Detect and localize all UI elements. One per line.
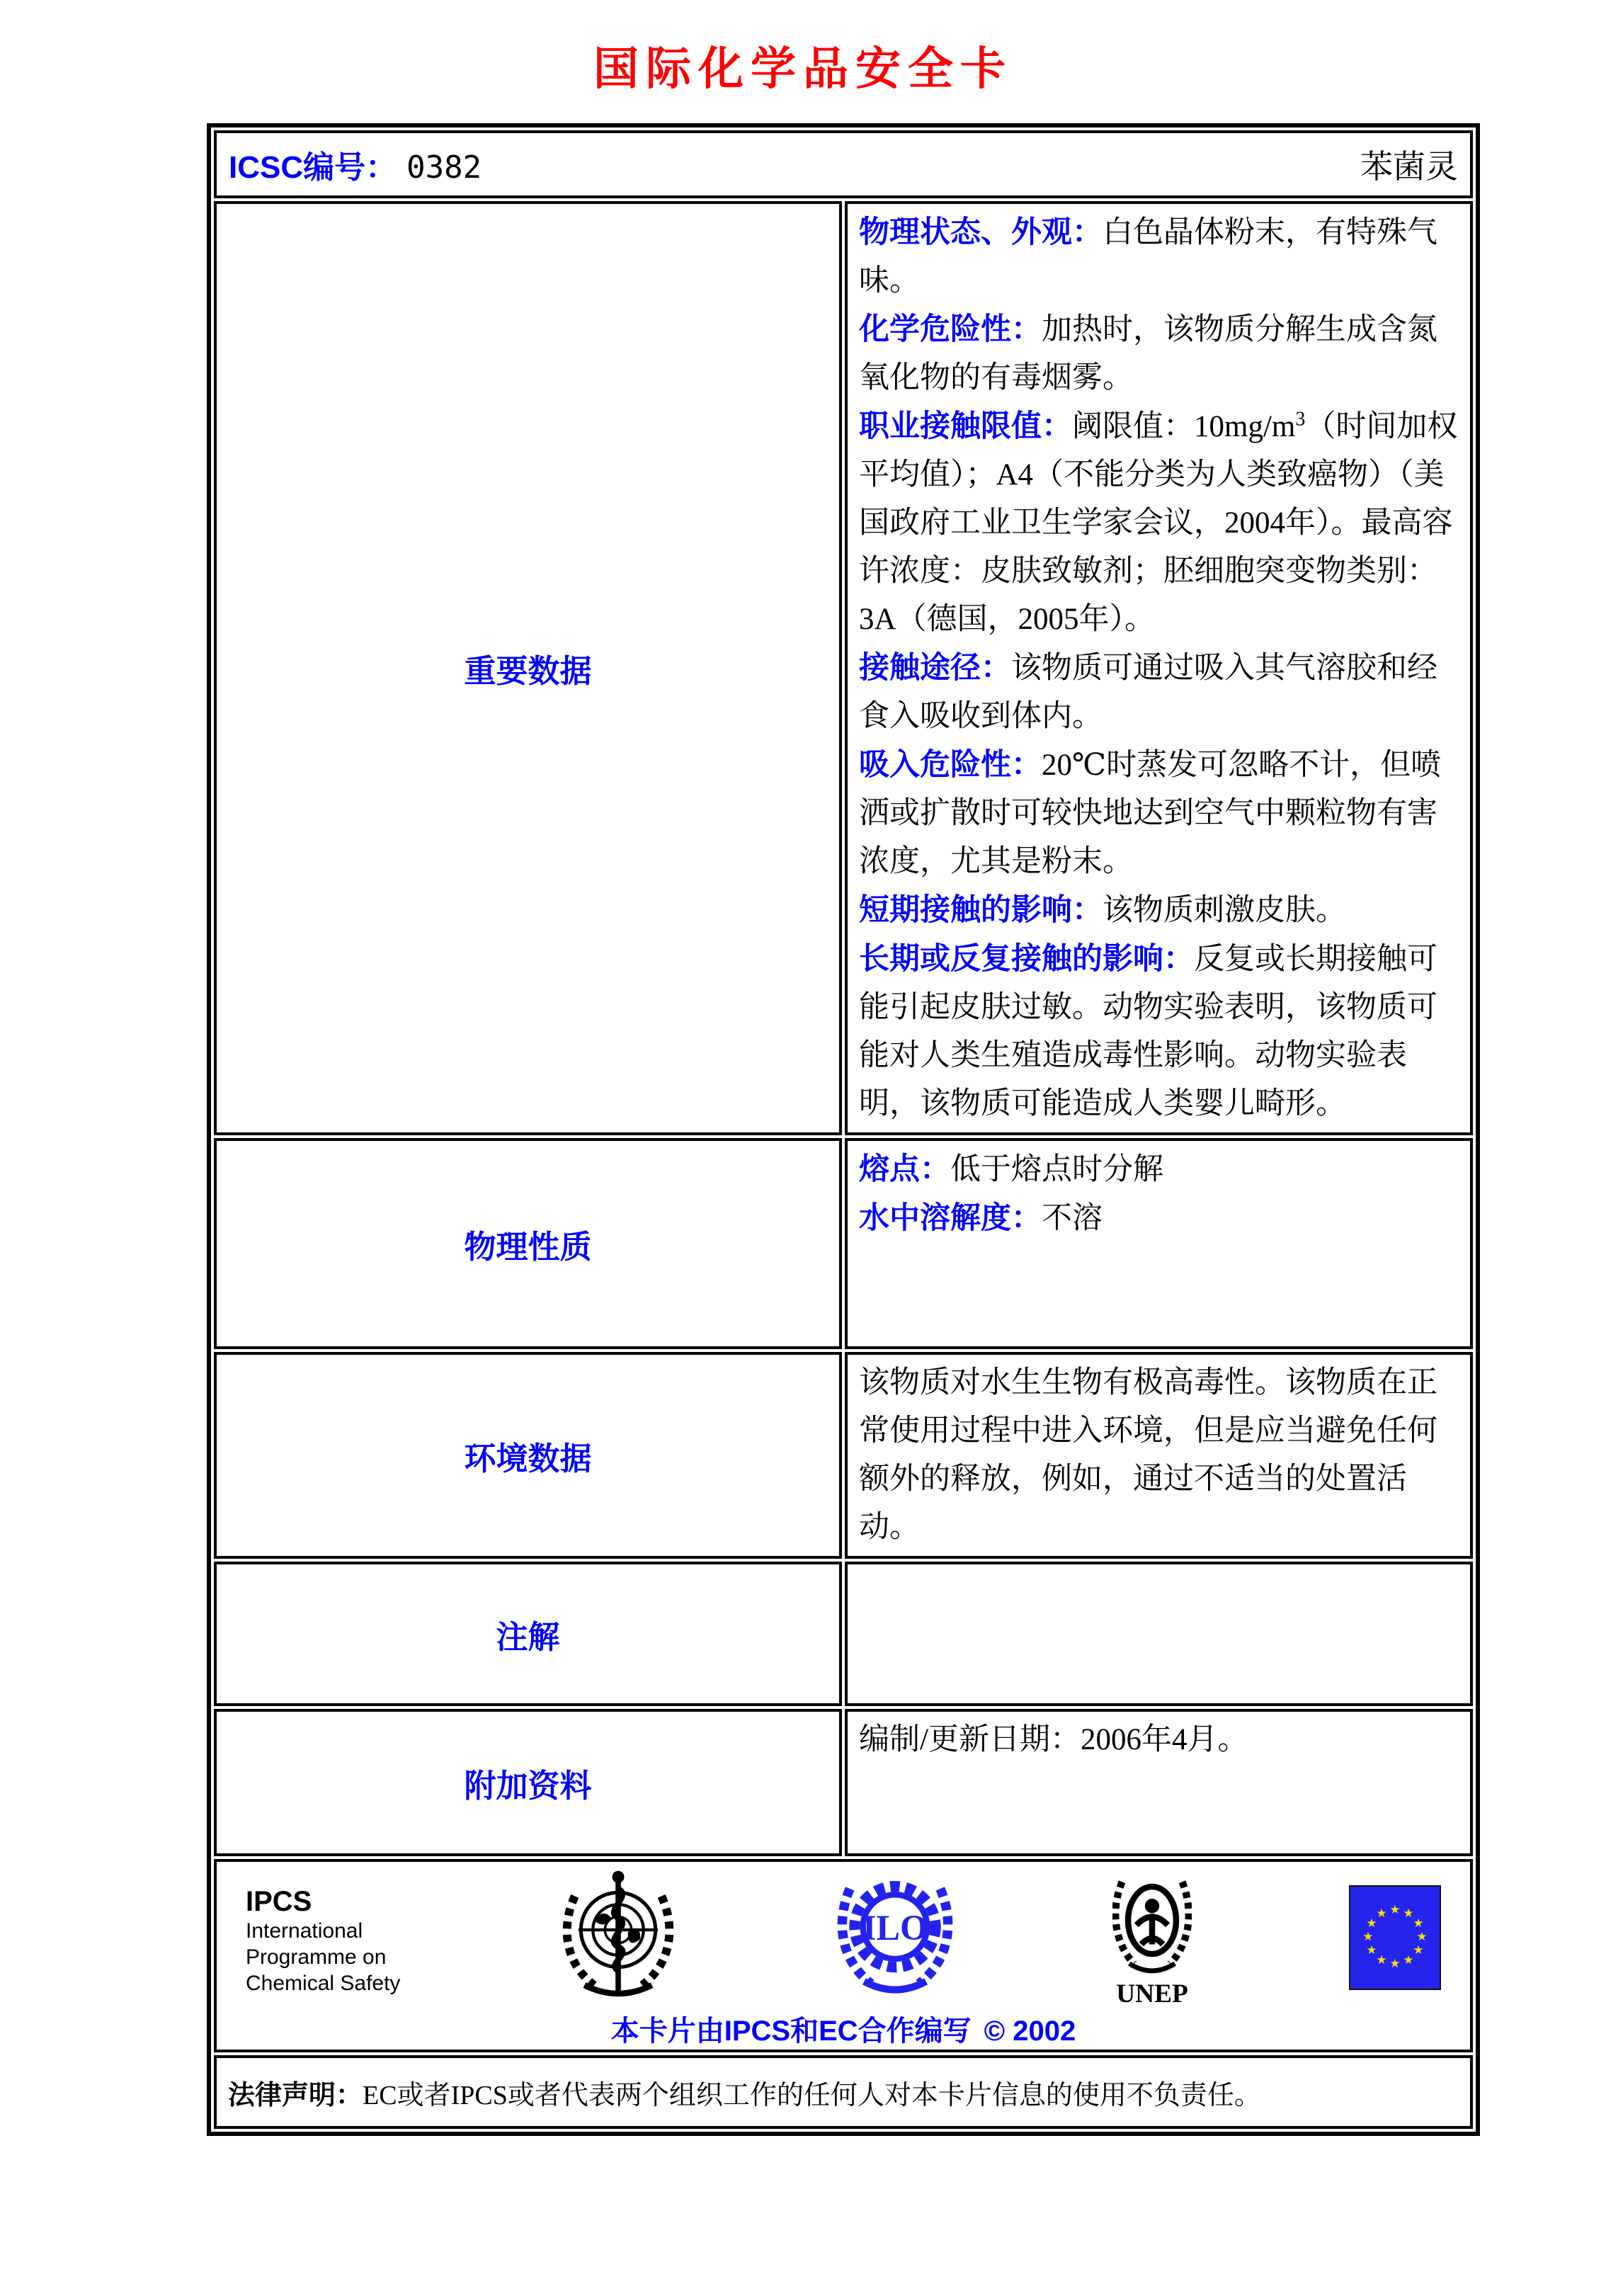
icsc-number-label: ICSC编号： (229, 150, 397, 185)
important-data-row-label: 重要数据 (214, 201, 842, 1135)
long-term-effects-label: 长期或反复接触的影响： (859, 942, 1194, 976)
water-solubility-text: 不溶 (1042, 1202, 1103, 1235)
exponent-superscript: 3 (1295, 408, 1306, 431)
legal-notice-label: 法律声明： (228, 2080, 363, 2110)
inhalation-risk-label: 吸入危险性： (859, 748, 1042, 782)
cooperation-caption (217, 2008, 1469, 2049)
additional-info-row-label: 附加资料 (214, 1709, 842, 1856)
environmental-data-content (845, 1352, 1473, 1559)
icsc-card-table (207, 123, 1480, 2136)
icsc-header-row (214, 130, 1473, 198)
ipcs-line-3: Chemical Safety (246, 1972, 401, 1995)
physical-state-label: 物理状态、外观： (859, 215, 1103, 249)
additional-info-content (845, 1709, 1473, 1856)
melting-point-item (859, 1145, 1459, 1194)
eu-flag-icon (1349, 1885, 1441, 1990)
icsc-number-group (229, 142, 482, 187)
physical-properties-row-label: 物理性质 (214, 1138, 842, 1349)
chemical-danger-text: 加热时，该物质分解生成含氮氧化物的有毒烟雾。 (859, 313, 1437, 394)
svg-text:★: ★ (1376, 1906, 1387, 1921)
important-data-content (845, 201, 1473, 1135)
water-solubility-item (859, 1194, 1459, 1243)
physical-state-text: 白色晶体粉末，有特殊气味。 (859, 216, 1437, 297)
page-title: 国际化学品安全卡 (593, 43, 1013, 94)
notes-row (214, 1562, 1473, 1706)
svg-text:★: ★ (1376, 1953, 1387, 1967)
logos-cell (214, 1859, 1473, 2052)
long-term-effects-text: 反复或长期接触可能引起皮肤过敏。动物实验表明，该物质可能对人类生殖造成毒性影响。动物实验表明，该物质可能造成人类婴儿畸形。 (859, 943, 1437, 1120)
important-data-row (214, 201, 1473, 1135)
icsc-number-value: 0382 (406, 149, 482, 186)
legal-notice-text: EC或者IPCS或者代表两个组织工作的任何人对本卡片信息的使用不负责任。 (363, 2080, 1261, 2110)
logos-row (214, 1859, 1473, 2052)
physical-state-item (859, 208, 1459, 305)
physical-properties-content (845, 1138, 1473, 1349)
ipcs-line-2: Programme on (246, 1945, 387, 1969)
ipcs-line-1: International (246, 1919, 363, 1943)
short-term-effects-item (859, 886, 1459, 935)
svg-text:★: ★ (1389, 1903, 1401, 1917)
icsc-header-cell (214, 130, 1473, 198)
chemical-danger-label: 化学危险性： (859, 312, 1042, 346)
exposure-routes-text: 该物质可通过吸入其气溶胶和经食入吸收到体内。 (859, 652, 1437, 733)
exposure-routes-label: 接触途径： (859, 651, 1011, 685)
chemical-danger-item (859, 305, 1459, 402)
who-logo-icon (558, 1870, 678, 2006)
svg-text:★: ★ (1413, 1943, 1424, 1957)
chemical-name: 苯菌灵 (1360, 149, 1458, 185)
notes-row-label: 注解 (214, 1562, 842, 1706)
occupational-exposure-text-2: （时间加权平均值）；A4（不能分类为人类致癌物）（美国政府工业卫生学家会议，2004年）。最高容许浓度：皮肤致敏剂；胚细胞突变物类别：3A（德国，2005年）。 (859, 410, 1458, 636)
svg-text:★: ★ (1403, 1953, 1414, 1967)
svg-text:★: ★ (1413, 1916, 1424, 1931)
svg-text:★: ★ (1366, 1943, 1377, 1957)
legal-cell (214, 2055, 1473, 2129)
environmental-data-text: 该物质对水生生物有极高毒性。该物质在正常使用过程中进入环境，但是应当避免任何额外的释放，例如，通过不适当的处置活动。 (859, 1366, 1437, 1544)
ipcs-text-block (246, 1885, 400, 1996)
legal-row (214, 2055, 1473, 2129)
additional-info-row (214, 1709, 1473, 1856)
cooperation-caption-text: 本卡片由IPCS和EC合作编写 (610, 2016, 972, 2047)
copyright-text: © 2002 (984, 2016, 1076, 2047)
inhalation-risk-text: 20℃时蒸发可忽略不计，但喷洒或扩散时可较快地达到空气中颗粒物有害浓度，尤其是粉末。 (859, 749, 1442, 878)
additional-info-text: 编制/更新日期：2006年4月。 (859, 1723, 1248, 1756)
svg-text:★: ★ (1389, 1957, 1401, 1971)
svg-text:★: ★ (1416, 1930, 1428, 1944)
melting-point-text: 低于熔点时分解 (950, 1153, 1163, 1186)
long-term-effects-item (859, 935, 1459, 1128)
inhalation-risk-item (859, 741, 1459, 886)
eu-flag (1349, 1885, 1441, 1994)
environmental-data-row (214, 1352, 1473, 1559)
environmental-data-row-label: 环境数据 (214, 1352, 842, 1559)
exposure-routes-item (859, 644, 1459, 741)
unep-logo-text: UNEP (1115, 1979, 1188, 2007)
ilo-logo-icon (836, 1870, 955, 1996)
occupational-exposure-text-1: 阈限值：10mg/m (1072, 410, 1296, 443)
occupational-exposure-label: 职业接触限值： (859, 409, 1072, 443)
ilo-logo (836, 1870, 955, 1999)
short-term-effects-text: 该物质刺激皮肤。 (1103, 894, 1346, 927)
ilo-logo-text: ILO (862, 1908, 928, 1948)
occupational-exposure-item (859, 402, 1459, 644)
unep-logo-icon (1112, 1870, 1192, 2007)
water-solubility-label: 水中溶解度： (859, 1201, 1042, 1235)
svg-text:★: ★ (1362, 1930, 1374, 1944)
physical-properties-row (214, 1138, 1473, 1349)
melting-point-label: 熔点： (859, 1152, 950, 1186)
icsc-card-page (0, 33, 1606, 2296)
short-term-effects-label: 短期接触的影响： (859, 893, 1103, 927)
who-logo (558, 1870, 678, 2009)
svg-text:★: ★ (1366, 1916, 1377, 1931)
ipcs-title: IPCS (246, 1886, 312, 1917)
unep-logo (1112, 1870, 1192, 2011)
notes-content (845, 1562, 1473, 1706)
svg-text:★: ★ (1403, 1906, 1414, 1921)
